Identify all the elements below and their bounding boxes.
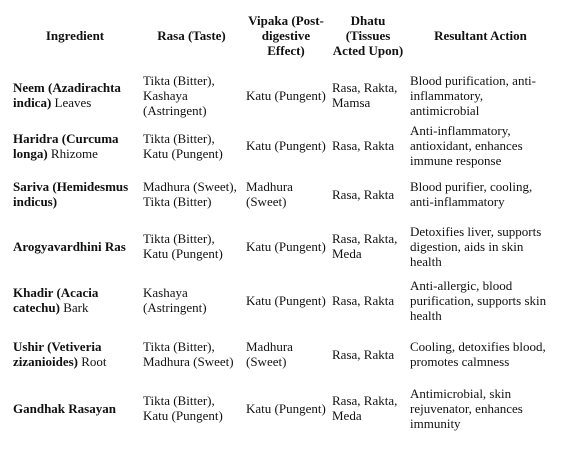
cell-ingredient	[10, 169, 140, 219]
ingredient-part: Leaves	[54, 95, 92, 110]
cell-dhatu: Rasa, Rakta	[332, 186, 395, 202]
header-resultant-action: Resultant Action	[434, 27, 527, 43]
cell-rasa: Tikta (Bitter), Madhura (Sweet)	[143, 339, 234, 369]
cell-vipaka: Madhura (Sweet)	[246, 179, 293, 209]
cell-vipaka: Madhura (Sweet)	[246, 339, 293, 369]
cell-vipaka: Katu (Pungent)	[246, 400, 326, 416]
ingredient-name: Sariva (Hemidesmus indicus)	[13, 179, 129, 209]
table-row	[10, 169, 554, 219]
cell-action: Blood purifier, cooling, anti-inflammatory	[410, 179, 533, 209]
ingredient-part: Bark	[63, 300, 89, 315]
cell-rasa: Tikta (Bitter), Katu (Pungent)	[143, 393, 223, 423]
table-row	[10, 327, 554, 381]
cell-vipaka: Katu (Pungent)	[246, 238, 326, 254]
ingredient-part: Root	[81, 354, 107, 369]
cell-rasa: Tikta (Bitter), Katu (Pungent)	[143, 231, 223, 261]
cell-action: Anti-inflammatory, antioxidant, enhances immune response	[410, 123, 523, 168]
ingredient-name: Ushir (Vetiveria zizanioides)	[13, 339, 102, 369]
ingredient-name: Gandhak Rasayan	[13, 400, 116, 416]
cell-ingredient	[10, 122, 140, 169]
table-row	[10, 122, 554, 169]
cell-dhatu: Rasa, Rakta, Meda	[332, 231, 398, 261]
cell-rasa: Kashaya (Astringent)	[143, 285, 207, 315]
cell-dhatu: Rasa, Rakta	[332, 292, 395, 308]
table-row	[10, 381, 554, 435]
cell-action: Blood purification, anti-inflammatory, antimicrobial	[410, 72, 537, 118]
cell-ingredient	[10, 68, 140, 122]
header-vipaka: Vipaka (Post-digestive Effect)	[248, 12, 324, 58]
header-dhatu: Dhatu (Tissues Acted Upon)	[332, 12, 404, 58]
ingredient-part: Rhizome	[50, 145, 98, 161]
table-row	[10, 273, 554, 327]
cell-ingredient	[10, 381, 140, 435]
table-row	[10, 68, 554, 122]
cell-action: Detoxifies liver, supports digestion, aids in skin health	[410, 223, 542, 269]
table-row	[10, 219, 554, 273]
cell-rasa: Tikta (Bitter), Katu (Pungent)	[143, 130, 223, 161]
ingredient-name: Haridra (Curcuma longa)	[13, 130, 119, 161]
cell-ingredient	[10, 219, 140, 273]
cell-rasa: Tikta (Bitter), Kashaya (Astringent)	[143, 72, 215, 118]
cell-vipaka: Katu (Pungent)	[246, 87, 326, 103]
cell-ingredient	[10, 273, 140, 327]
table-header-row	[10, 2, 554, 68]
cell-dhatu: Rasa, Rakta	[332, 138, 395, 153]
cell-dhatu: Rasa, Rakta	[332, 346, 395, 362]
cell-dhatu: Rasa, Rakta, Mamsa	[332, 80, 398, 110]
header-ingredient: Ingredient	[45, 27, 105, 43]
ingredients-table	[10, 2, 554, 435]
cell-ingredient	[10, 327, 140, 381]
cell-vipaka: Katu (Pungent)	[246, 292, 326, 308]
cell-action: Cooling, detoxifies blood, promotes calmness	[410, 339, 546, 369]
cell-action: Antimicrobial, skin rejuvenator, enhances immunity	[410, 385, 523, 431]
header-rasa: Rasa (Taste)	[157, 27, 226, 43]
cell-rasa: Madhura (Sweet), Tikta (Bitter)	[143, 179, 237, 209]
ingredient-name: Neem (Azadirachta indica)	[13, 80, 121, 110]
cell-vipaka: Katu (Pungent)	[246, 138, 326, 153]
cell-dhatu: Rasa, Rakta, Meda	[332, 393, 398, 423]
cell-action: Anti-allergic, blood purification, supports skin health	[410, 277, 547, 323]
ingredient-name: Arogyavardhini Ras	[13, 238, 126, 254]
ingredient-name: Khadir (Acacia catechu)	[13, 285, 99, 315]
